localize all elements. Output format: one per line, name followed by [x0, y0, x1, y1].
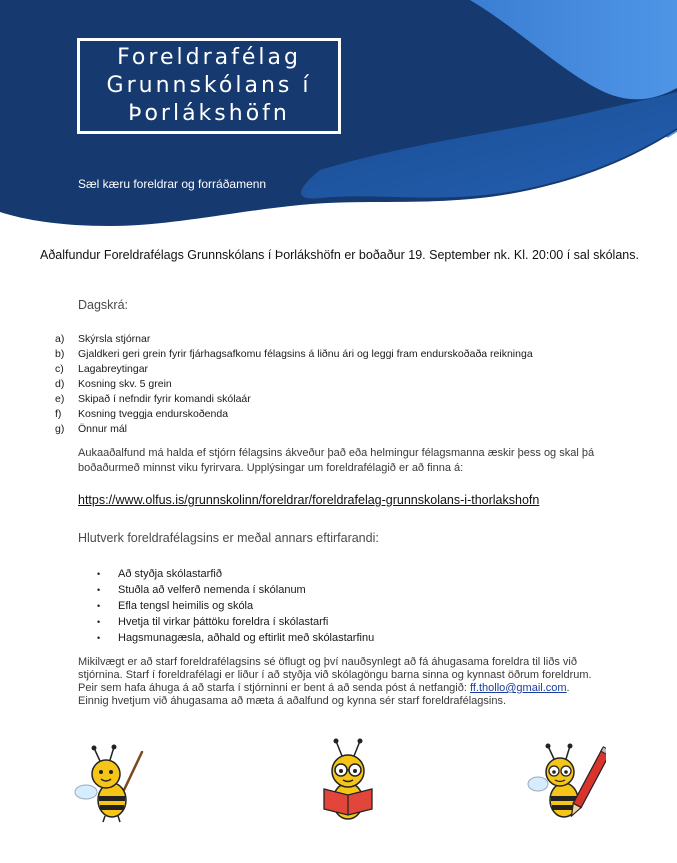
agenda-text: Kosning tveggja endurskoðenda [78, 408, 229, 420]
agenda-text: Skipað í nefndir fyrir komandi skólaár [78, 393, 251, 405]
agenda-item [0, 332, 677, 347]
bullet: • [97, 601, 101, 611]
list-item [0, 614, 677, 630]
bullet: • [97, 585, 101, 595]
agenda-item [0, 362, 677, 377]
closing-paragraph [78, 656, 598, 708]
intro-paragraph: Aðalfundur Foreldrafélags Grunnskólans í Þorlákshöfn er boðaður 19. September nk. Kl. 20:00 í sal skólans. [40, 248, 639, 262]
greeting: Sæl kæru foreldrar og forráðamenn [78, 177, 267, 191]
role-text: Hvetja til virkar þáttöku foreldra í skólastarfi [118, 616, 329, 628]
agenda-letter: a) [55, 333, 65, 345]
agenda-letter: c) [55, 363, 64, 375]
agenda-item [0, 407, 677, 422]
role-text: Stuðla að velferð nemenda í skólanum [118, 584, 306, 596]
agenda-item [0, 422, 677, 437]
title-line-2: Grunnskólans í [106, 73, 312, 98]
agenda-letter: e) [55, 393, 65, 405]
list-item [0, 630, 677, 646]
agenda-text: Lagabreytingar [78, 363, 149, 375]
closing-text-after: . Einnig hvetjum við áhugasama að mæta á aðalfund og kynna sér starf foreldrafélagsins. [78, 682, 570, 707]
roles-heading: Hlutverk foreldrafélagsins er meðal annars eftirfarandi: [78, 531, 379, 545]
role-text: Hagsmunagæsla, aðhald og eftirlit með skólastarfinu [118, 632, 375, 644]
roles-list [0, 566, 677, 646]
website-link[interactable]: https://www.olfus.is/grunnskolinn/foreldrar/foreldrafelag-grunnskolans-i-thorlakshofn [78, 493, 540, 507]
agenda-item [0, 347, 677, 362]
email-link[interactable]: ff.thollo@gmail.com [469, 682, 567, 694]
agenda-list [0, 332, 677, 437]
agenda-letter: f) [55, 408, 62, 420]
agenda-text: Kosning skv. 5 grein [78, 378, 172, 390]
closing-text-before: Mikilvægt er að starf foreldrafélagsins sé öflugt og því nauðsynlegt að fá áhugasama foreldra til liðs við stjórnina. Starf í foreldrafélagi er liður í að styðja við skólagöngu barna sinna og kynnast öðrum foreldrum. Peir sem hafa áhuga á að starfa í stjórninni er bent á að senda póst á netfangið: [78, 656, 592, 694]
agenda-letter: d) [55, 378, 65, 390]
bullet: • [97, 617, 101, 627]
agenda-text: Gjaldkeri geri grein fyrir fjárhagsafkomu félagsins á liðnu ári og leggi fram endurskoðaða reikninga [78, 348, 533, 360]
bullet: • [97, 633, 101, 643]
agenda-letter: g) [55, 423, 65, 435]
list-item [0, 582, 677, 598]
agenda-item [0, 377, 677, 392]
title-box [77, 38, 341, 134]
agenda-text: Skýrsla stjórnar [78, 333, 151, 345]
list-item [0, 566, 677, 582]
title-line-3: Þorlákshöfn [128, 101, 290, 126]
role-text: Efla tengsl heimilis og skóla [118, 600, 254, 612]
agenda-heading: Dagskrá: [78, 298, 129, 312]
agenda-item [0, 392, 677, 407]
bee-reading-book-icon [310, 733, 386, 825]
agenda-text: Önnur mál [78, 423, 128, 435]
list-item [0, 598, 677, 614]
title-line-1: Foreldrafélag [117, 45, 301, 70]
meeting-note: Aukaaðalfund má halda ef stjórn félagsins ákveður það eða helmingur félagsmanna æskir þess og skal þá boðaðurmeð minnst viku fyrirvara. Upplýsingar um foreldrafélagið er að finna á: [78, 447, 595, 474]
agenda-letter: b) [55, 348, 65, 360]
bullet: • [97, 569, 101, 579]
role-text: Að styðja skólastarfið [118, 568, 222, 580]
bee-with-pointer-icon [72, 738, 152, 824]
bee-with-pencil-icon [526, 740, 606, 826]
